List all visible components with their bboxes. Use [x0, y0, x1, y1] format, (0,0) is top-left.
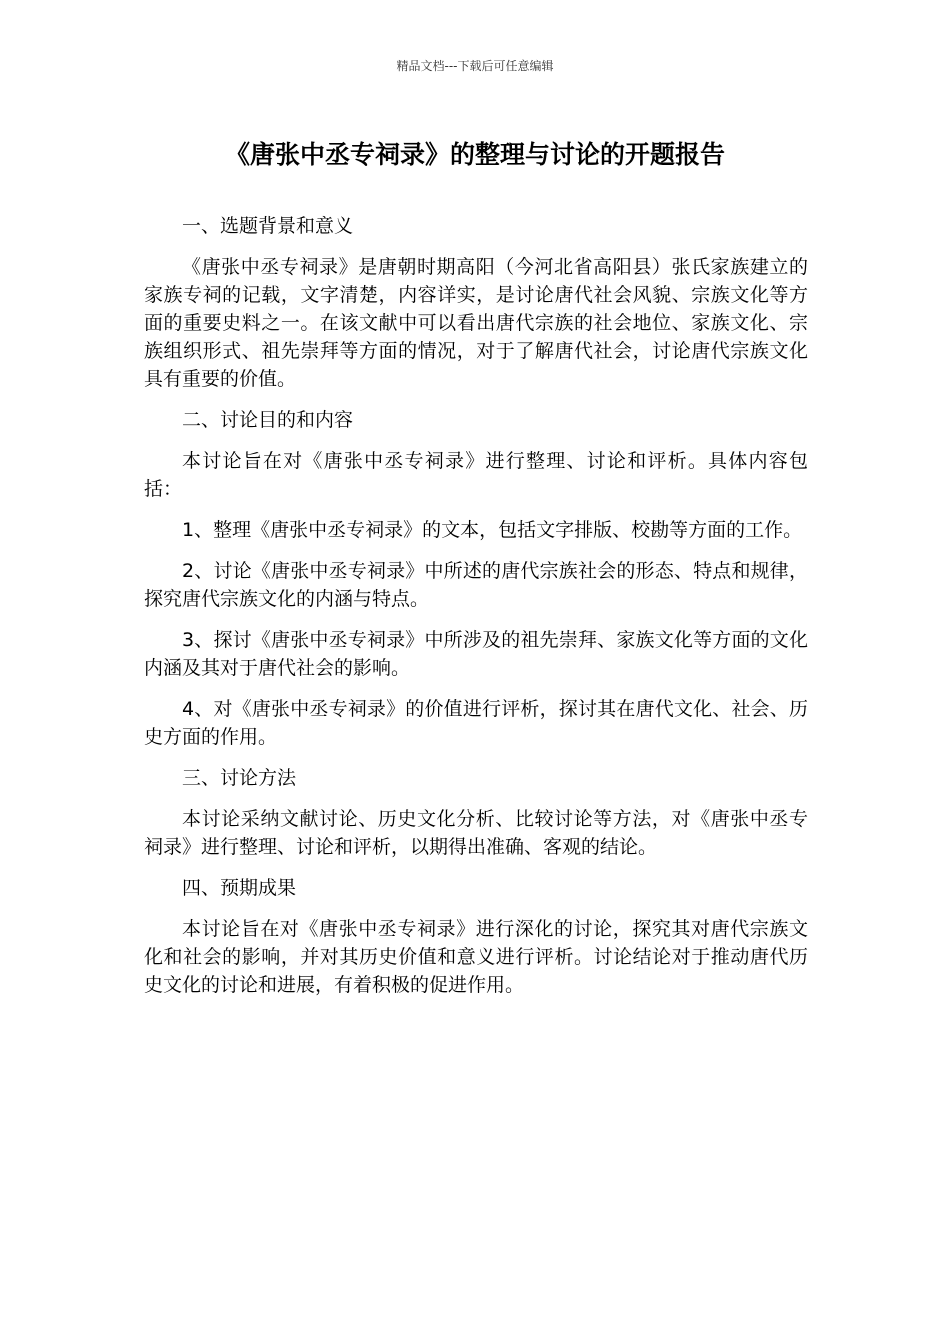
list-item-purpose-4: 4、对《唐张中丞专祠录》的价值进行评析，探讨其在唐代文化、社会、历史方面的作用。 [144, 698, 808, 748]
header-note: 精品文档---下载后可任意编辑 [396, 59, 554, 73]
paragraph-background: 《唐张中丞专祠录》是唐朝时期高阳（今河北省高阳县）张氏家族建立的家族专祠的记载，文字清楚，内容详实，是讨论唐代社会风貌、宗族文化等方面的重要史料之一。在该文献中可以看出唐代宗族的社会地位、家族文化、宗族组织形式、祖先崇拜等方面的情况，对于了解唐代社会，讨论唐代宗族文化具有重要的价值。 [144, 256, 808, 390]
paragraph-method: 本讨论采纳文献讨论、历史文化分析、比较讨论等方法，对《唐张中丞专祠录》进行整理、讨论和评析，以期得出准确、客观的结论。 [144, 808, 808, 858]
document-body [144, 212, 808, 1012]
section-heading-method: 三、讨论方法 [182, 767, 297, 789]
list-item-purpose-1: 1、整理《唐张中丞专祠录》的文本，包括文字排版、校勘等方面的工作。 [182, 519, 803, 541]
document-title: 《唐张中丞专祠录》的整理与讨论的开题报告 [224, 140, 725, 169]
paragraph-outcome: 本讨论旨在对《唐张中丞专祠录》进行深化的讨论，探究其对唐代宗族文化和社会的影响，并对其历史价值和意义进行评析。讨论结论对于推动唐代历史文化的讨论和进展，有着积极的促进作用。 [144, 918, 808, 996]
paragraph-purpose-intro: 本讨论旨在对《唐张中丞专祠录》进行整理、讨论和评析。具体内容包括： [144, 450, 808, 500]
list-item-purpose-2: 2、讨论《唐张中丞专祠录》中所述的唐代宗族社会的形态、特点和规律，探究唐代宗族文化的内涵与特点。 [144, 560, 808, 610]
list-item-purpose-3: 3、探讨《唐张中丞专祠录》中所涉及的祖先崇拜、家族文化等方面的文化内涵及其对于唐代社会的影响。 [144, 629, 808, 679]
section-heading-background: 一、选题背景和意义 [182, 215, 354, 237]
section-heading-outcome: 四、预期成果 [182, 877, 297, 899]
section-heading-purpose: 二、讨论目的和内容 [182, 409, 354, 431]
